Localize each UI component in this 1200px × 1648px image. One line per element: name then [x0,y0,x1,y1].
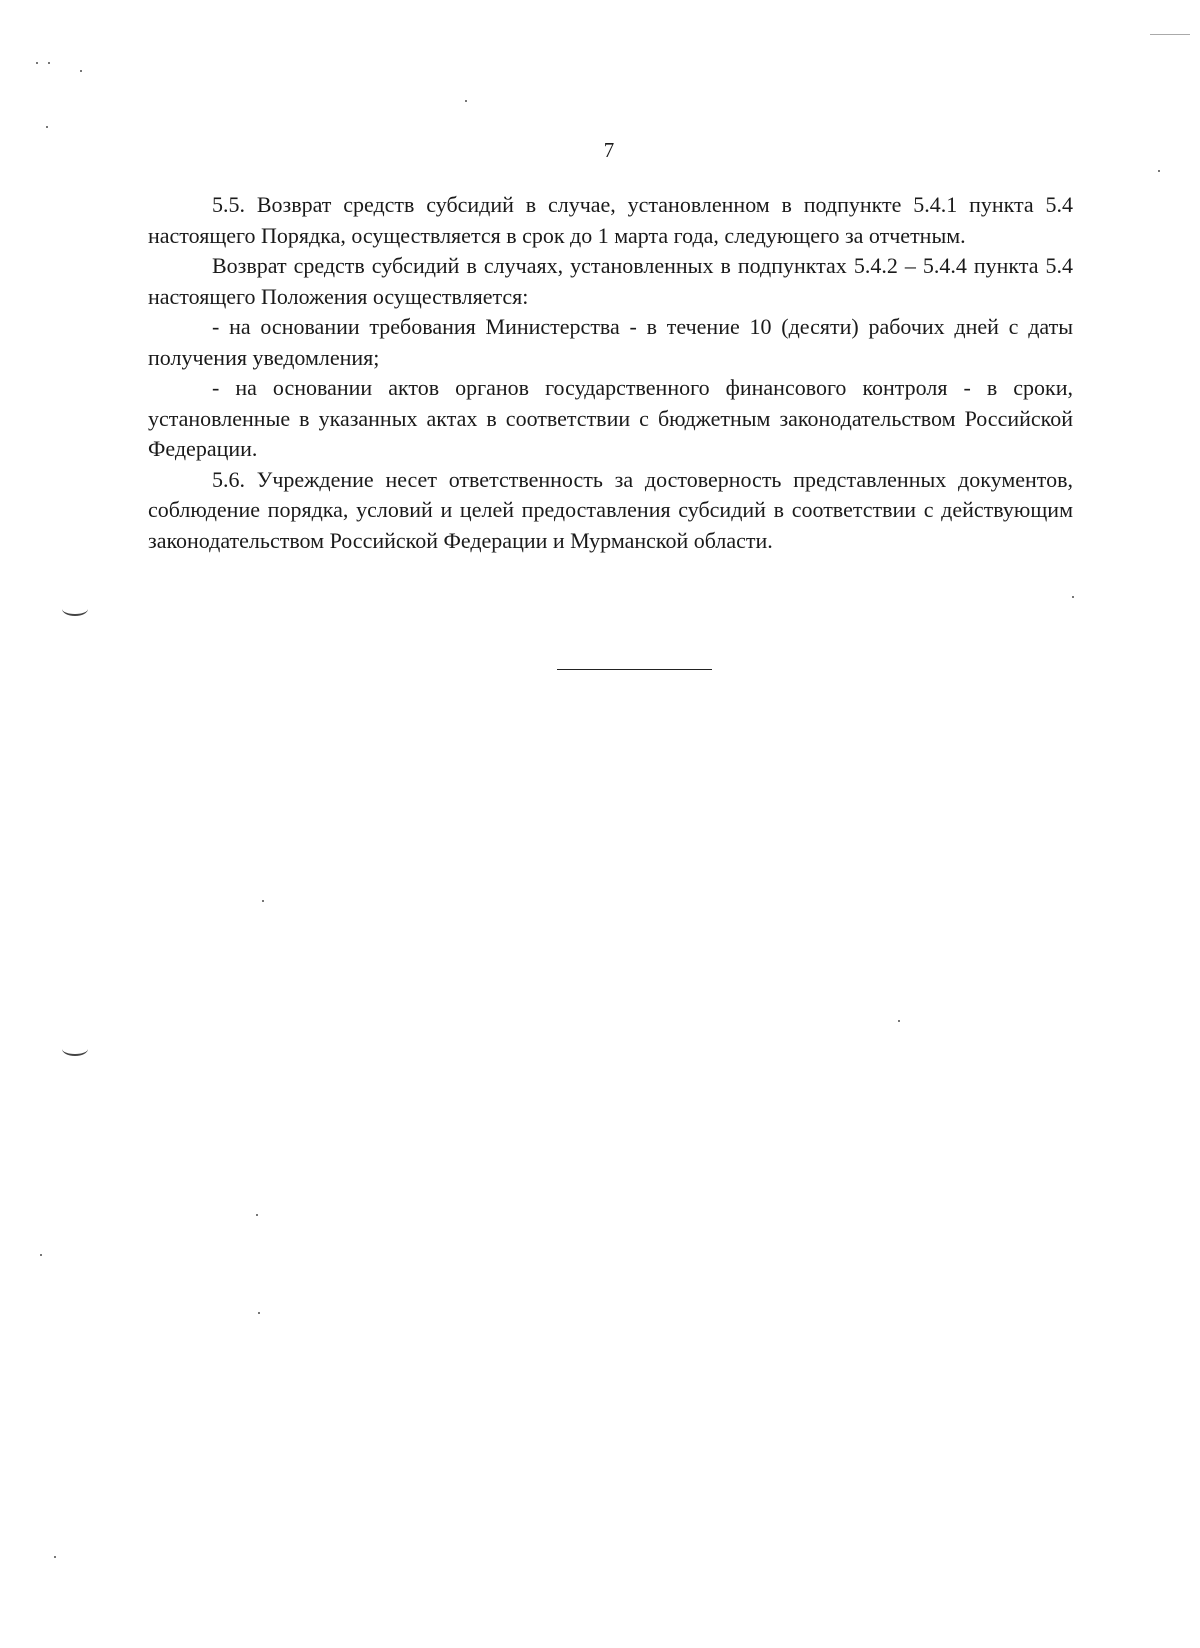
scan-dot [258,1312,260,1314]
paragraph-financial-control: - на основании актов органов государственного финансового контроля - в сроки, установленные в указанных актах в соответствии с бюджетным законодательством Российской Федерации. [148,375,1073,461]
scan-scratch-mark [1150,34,1190,35]
end-separator-line [557,669,712,670]
document-body [148,190,1073,556]
scan-dot [40,1254,42,1256]
scan-dot [1072,596,1074,598]
scan-dot [1158,170,1160,172]
scan-dot [256,1214,258,1216]
punch-hole-mark-lower [62,1042,88,1056]
punch-hole-mark-upper [62,602,88,616]
scan-dot [80,70,82,72]
scan-dot [54,1556,56,1558]
paragraph-5-5: 5.5. Возврат средств субсидий в случае, установленном в подпункте 5.4.1 пункта 5.4 настоящего Порядка, осуществляется в срок до 1 марта года, следующего за отчетным. [148,192,1073,248]
scan-dot [262,900,264,902]
scan-dot [36,62,38,64]
paragraph-return-cases: Возврат средств субсидий в случаях, установленных в подпунктах 5.4.2 – 5.4.4 пункта 5.4 настоящего Положения осуществляется: [148,253,1073,309]
scan-dot [46,126,48,128]
page-number: 7 [603,138,615,162]
paragraph-5-6: 5.6. Учреждение несет ответственность за достоверность представленных документов, соблюдение порядка, условий и целей предоставления субсидий в соответствии с действующим законодательством Российской Федерации и Мурманской области. [148,466,1073,553]
scan-dot [465,100,467,102]
paragraph-ministry-requirement: - на основании требования Министерства - в течение 10 (десяти) рабочих дней с даты получения уведомления; [148,314,1073,370]
scan-dot [898,1020,900,1022]
scan-dot [48,62,50,64]
